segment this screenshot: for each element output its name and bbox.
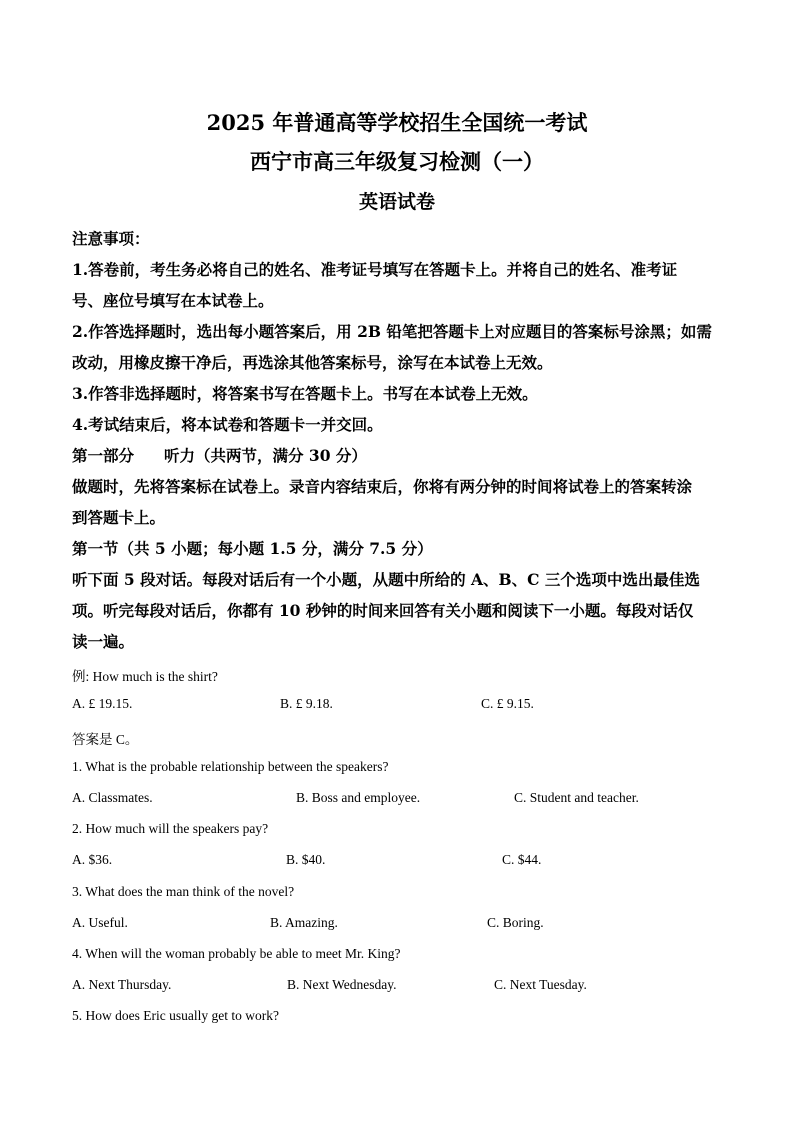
subject-title: 英语试卷 — [358, 191, 435, 213]
section-1-instr-line-3: 读一遍。 — [72, 632, 135, 651]
question-3: 3. What does the man think of the novel? — [72, 884, 295, 899]
part-1-heading — [72, 444, 367, 466]
question-2-option-c: C. $44. — [502, 852, 542, 867]
note-1-line-1: 1.答卷前，考生务必将自己的姓名、准考证号填写在答题卡上。并将自己的姓名、准考证 — [72, 260, 678, 279]
question-4: 4. When will the woman probably be able to meet Mr. King? — [72, 946, 401, 961]
question-2-option-a: A. $36. — [72, 852, 113, 867]
note-2-line-1: 2.作答选择题时，选出每小题答案后，用 2B 铅笔把答题卡上对应题目的答案标号涂黑；如需 — [72, 322, 712, 341]
question-1: 1. What is the probable relationship between the speakers? — [72, 759, 389, 774]
question-1-option-b: B. Boss and employee. — [296, 790, 421, 805]
question-4-option-a: A. Next Thursday. — [72, 977, 172, 992]
question-5: 5. How does Eric usually get to work? — [72, 1008, 279, 1023]
question-1-option-c: C. Student and teacher. — [514, 790, 639, 805]
question-2-option-b: B. $40. — [286, 852, 326, 867]
note-2-line-2: 改动，用橡皮擦干净后，再选涂其他答案标号，涂写在本试卷上无效。 — [72, 353, 553, 372]
exam-title: 2025 年普通高等学校招生全国统一考试 — [206, 110, 588, 135]
example-option-a: A. £ 19.15. — [72, 696, 133, 711]
note-1-line-2: 号、座位号填写在本试卷上。 — [72, 291, 274, 310]
section-1-instr-line-2: 项。听完每段对话后，你都有 10 秒钟的时间来回答有关小题和阅读下一小题。每段对话仅 — [72, 601, 694, 620]
question-1-option-a: A. Classmates. — [72, 790, 153, 805]
part-1-label: 第一部分 — [72, 446, 135, 465]
example-option-c: C. £ 9.15. — [481, 696, 534, 711]
question-4-option-b: B. Next Wednesday. — [287, 977, 397, 992]
example-option-b: B. £ 9.18. — [280, 696, 333, 711]
part-1-intro-line-1: 做题时，先将答案标在试卷上。录音内容结束后，你将有两分钟的时间将试卷上的答案转涂 — [72, 477, 693, 496]
question-3-option-a: A. Useful. — [72, 915, 128, 930]
exam-subtitle: 西宁市高三年级复习检测（一） — [250, 149, 544, 174]
question-2: 2. How much will the speakers pay? — [72, 821, 269, 836]
part-1-intro-line-2: 到答题卡上。 — [72, 508, 166, 527]
part-1-title: 听力（共两节，满分 30 分） — [164, 446, 367, 465]
section-1-instr-line-1: 听下面 5 段对话。每段对话后有一个小题，从题中所给的 A、B、C 三个选项中选出最佳选 — [72, 570, 700, 589]
question-3-option-c: C. Boring. — [487, 915, 544, 930]
question-4-option-c: C. Next Tuesday. — [494, 977, 587, 992]
example-question: 例: How much is the shirt? — [72, 669, 218, 684]
section-1-title: 第一节（共 5 小题；每小题 1.5 分，满分 7.5 分） — [72, 539, 433, 558]
note-4: 4.考试结束后，将本试卷和答题卡一并交回。 — [72, 415, 383, 434]
example-answer: 答案是 C。 — [72, 732, 139, 747]
question-3-option-b: B. Amazing. — [270, 915, 338, 930]
notes-heading: 注意事项： — [72, 229, 150, 248]
note-3: 3.作答非选择题时，将答案书写在答题卡上。书写在本试卷上无效。 — [72, 384, 538, 403]
